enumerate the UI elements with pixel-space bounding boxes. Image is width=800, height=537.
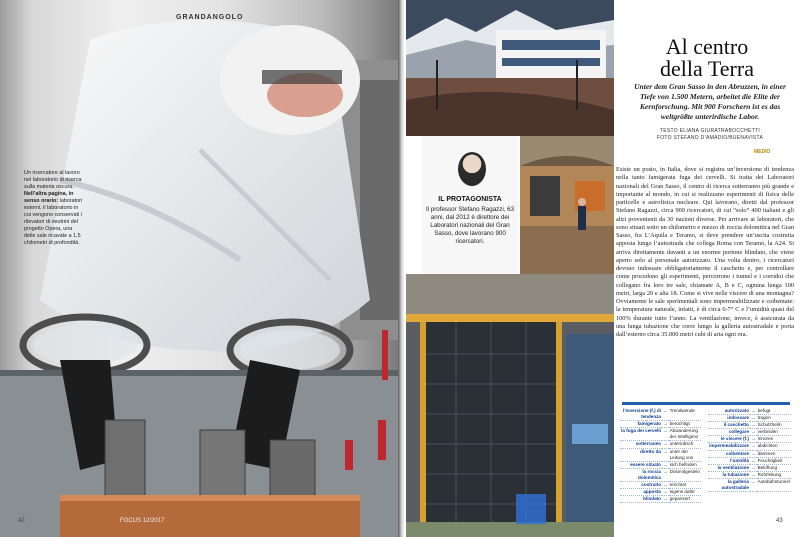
glossary-translation: dämmen: [757, 450, 791, 457]
glossary-term: la ventilazione: [708, 464, 750, 471]
magazine-footer: FOCUS 12/2017: [120, 518, 165, 524]
glossary-translation: sich befinden: [669, 461, 701, 468]
glossary-box: [620, 400, 792, 530]
arrow-icon: →: [751, 464, 756, 470]
glossary-term: impermeabilizzare: [709, 443, 749, 449]
arrow-icon: →: [663, 482, 668, 488]
arrow-icon: →: [663, 421, 668, 427]
glossary-translation: abdichten: [757, 443, 791, 450]
arrow-icon: →: [750, 478, 757, 491]
glossary-row: [708, 471, 791, 478]
glossary-table-right: [708, 408, 791, 492]
protagonist-text: Il professor Stefano Ragazzi, 63 anni, dal 2012 è direttore dei Laboratori nazionali del Gran Sasso, dove lavorano 900 ricercatori.: [425, 206, 515, 245]
article-title-line1: Al centro: [665, 34, 749, 59]
arrow-icon: →: [662, 428, 669, 441]
page-number-left: 42: [18, 518, 25, 524]
section-label: GRANDANGOLO: [176, 14, 244, 21]
page-number-right: 43: [776, 518, 783, 524]
glossary-term: collegare: [708, 429, 750, 436]
arrow-icon: →: [751, 450, 756, 456]
glossary-row: [708, 450, 791, 457]
glossary-translation: Rohrleitung: [757, 471, 791, 478]
glossary-row: [708, 415, 791, 422]
glossary-term: la fuga dei cervelli: [620, 428, 662, 441]
arrow-icon: →: [663, 489, 668, 495]
glossary-term: sotterraneo: [620, 441, 662, 448]
glossary-row: [708, 408, 791, 415]
arrow-icon: →: [751, 436, 756, 442]
arrow-icon: →: [663, 461, 668, 467]
article-body: Esiste un posto, in Italia, dove si registra un’inversione di tendenza nella tanto famigerata fuga dei cervelli. Si tratta dei Laboratori nazionali del Gran Sasso, il centro di ricerca sotterraneo più grande e importante al mondo, in cui si realizzano esperimenti di fisica delle particelle e astrofisica nucleare. Qui lavorano, diretti dal professor Stefano Ragazzi, circa 900 ricercatori, di cui “solo” 400 italiani e gli altri provenienti da 30 nazioni diverse. Per arrivare ai laboratori, che sono situati sotto un chilometro e mezzo di roccia dolomitica nel Gran Sasso, fra L’Aquila e Teramo, si deve prendere un’uscita costruita apposta lungo l’autostrada che collega Roma con Teramo, la A24. Si arriva direttamente davanti a un enorme portone blindato, che viene aperto solo al personale autorizzato. Una volta dentro, i ricercatori devono indossare obbligatoriamente il caschetto e, per controllare come procedono gli esperimenti, percorrono i tunnel e i corridoi che collegano fra loro tre sale, chiamate A, B e C, ognuna lunga 100 metri, larga 20 e alta 18. Come si vive nelle viscere di una montagna? Ovviamente le sale sperimentali sono impermeabilizzate e coibentate: la temperatura naturale, infatti, è di circa 6-7° C e l’umidità quasi del 100% durante tutto l’anno. La ventilazione, invece, è assicurata da una lunga tubazione che corre lungo la galleria autostradale e porta dall’esterno circa 35.000 metri cubi di aria ogni ora.: [616, 166, 794, 338]
arrow-icon: →: [662, 448, 669, 461]
article-lead: Unter dem Gran Sasso in den Abruzzen, in einer Tiefe von 1.500 Metern, arbeitet die Elite der Kernforschung. Mit 900 Forschern ist es das weltgrößte unterirdische Labor.: [634, 82, 786, 121]
glossary-translation: befugt: [757, 408, 791, 415]
glossary-row: [620, 496, 701, 503]
glossary-row: [620, 448, 701, 461]
glossary-term: le viscere (f.): [708, 436, 750, 443]
glossary-row: [708, 422, 791, 429]
glossary-term: indossare: [708, 415, 750, 422]
glossary-term: la roccia dolomitica: [620, 468, 662, 481]
glossary-term: la galleria autostradale: [708, 478, 750, 491]
arrow-icon: →: [662, 408, 669, 421]
credit-text: TESTO ELIANA GIURATRABOCCHETTI: [659, 128, 761, 134]
arrow-icon: →: [751, 429, 756, 435]
glossary-row: [620, 441, 701, 448]
glossary-translation: Schutzhelm: [757, 422, 791, 429]
glossary-row: [620, 461, 701, 468]
glossary-row: [708, 457, 791, 464]
glossary-term: diretto da: [620, 448, 662, 461]
arrow-icon: →: [751, 408, 756, 413]
arrow-icon: →: [663, 441, 668, 447]
glossary-term: apposta: [620, 489, 662, 496]
glossary-translation: gepanzert: [669, 496, 701, 503]
glossary-row: [620, 408, 701, 421]
glossary-term: coibentare: [708, 450, 750, 457]
article-title: [632, 36, 782, 80]
glossary-row: [708, 443, 791, 450]
glossary-translation: berüchtigt: [669, 421, 701, 428]
arrow-icon: →: [751, 457, 756, 463]
glossary-term: la tubazione: [708, 471, 750, 478]
glossary-translation: verbinden: [757, 429, 791, 436]
article-title-line2: della Terra: [660, 56, 754, 81]
glossary-term: costruito: [620, 482, 662, 489]
glossary-translation: Abwanderung der Intelligenz: [669, 428, 701, 441]
glossary-row: [708, 429, 791, 436]
difficulty-badge: MEDIO: [754, 149, 771, 155]
glossary-translation: Belüftung: [757, 464, 791, 471]
arrow-icon: →: [751, 422, 756, 428]
caption-bold: Nell’altra pagina, in senso orario:: [24, 191, 74, 204]
glossary-translation: eigens dafür: [669, 489, 701, 496]
glossary-row: [620, 468, 701, 481]
arrow-icon: →: [751, 443, 756, 449]
arrow-icon: →: [751, 471, 756, 477]
photo-caption: [24, 170, 84, 247]
glossary-row: [620, 421, 701, 428]
arrow-icon: →: [751, 415, 756, 421]
glossary-term: essere situato: [620, 461, 662, 468]
glossary-row: [620, 428, 701, 441]
protagonist-heading: IL PROTAGONISTA: [438, 196, 502, 203]
glossary-term: autorizzato: [708, 408, 750, 415]
credit-photo: FOTO STEFANO D’AMADIO/BUENAVISTA: [656, 135, 764, 141]
glossary-row: [620, 482, 701, 489]
glossary-row: [708, 464, 791, 471]
glossary-row: [708, 478, 791, 491]
arrow-icon: →: [663, 496, 668, 502]
glossary-term: famigerato: [620, 421, 662, 428]
glossary-translation: Autobahntunnel: [757, 478, 791, 491]
glossary-term: il caschetto: [708, 422, 750, 429]
glossary-translation: tragen: [757, 415, 791, 422]
glossary-translation: Innores: [757, 436, 791, 443]
glossary-row: [708, 436, 791, 443]
caption-text: laboratori esterni, il laboratorio in cui vengono conservati i rilevatori di neutrini del progetto Opera, una delle sale ricavate a 1,5 chilometri di profondità.: [24, 198, 83, 246]
glossary-translation: errichtet: [669, 482, 701, 489]
glossary-translation: Feuchtigkeit: [757, 457, 791, 464]
glossary-term: blindato: [620, 496, 662, 503]
glossary-table-left: [620, 408, 701, 503]
glossary-translation: unter der Leitung von: [669, 448, 701, 461]
glossary-translation: unterirdisch: [669, 441, 701, 448]
article-credits: [626, 128, 794, 142]
glossary-translation: Dolomitgestein: [669, 468, 701, 481]
arrow-icon: →: [662, 468, 669, 481]
glossary-term: l’inversione (f.) di tendenza: [620, 408, 662, 421]
caption-intro: Un ricercatore al lavoro nel laboratorio di ricerca sulla materia oscura.: [24, 170, 82, 190]
glossary-term: l’umidità: [708, 457, 750, 464]
glossary-row: [620, 489, 701, 496]
glossary-translation: Trendwende: [669, 408, 701, 421]
